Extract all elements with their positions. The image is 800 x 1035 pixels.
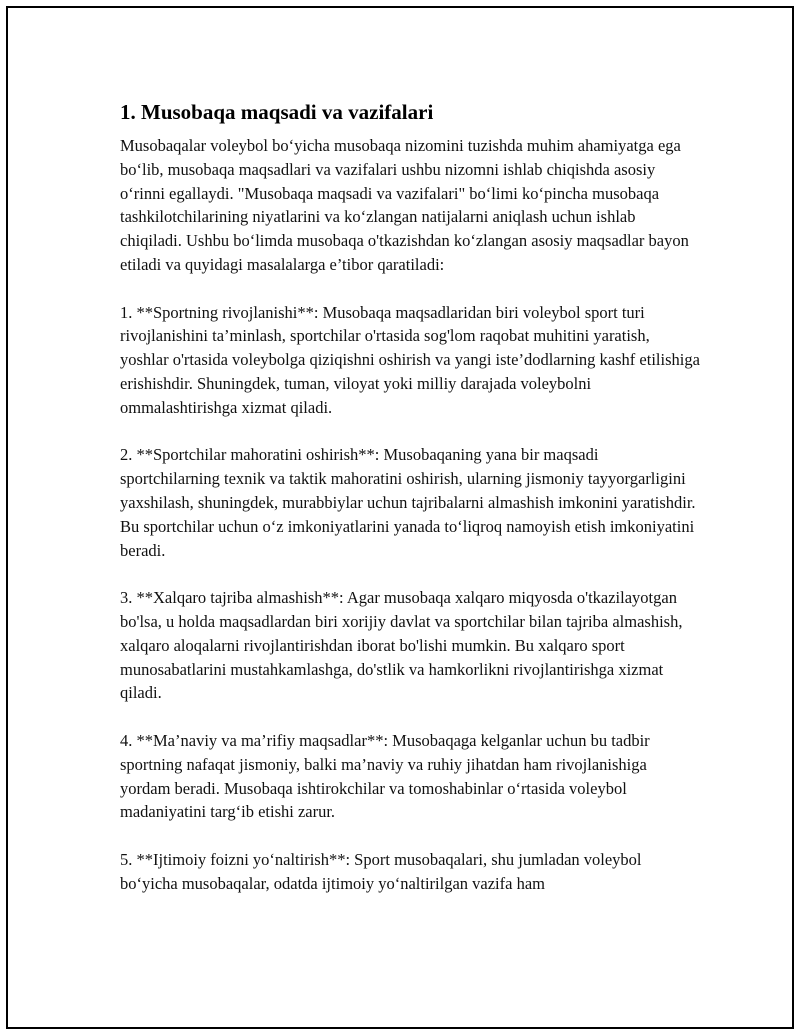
list-item-spiritual-goals: 4. **Ma’naviy va ma’rifiy maqsadlar**: Musobaqaga kelganlar uchun bu tadbir sportning nafaqat jismoniy, balki ma’naviy va ruhiy jihatdan ham rivojlanishiga yordam beradi. Musobaqa ishtirokchilar va tomoshabinlar o‘rtasida voleybol madaniyatini targ‘ib etishi zarur. (120, 730, 650, 822)
page-frame (6, 6, 794, 1029)
list-item-sport-development: 1. **Sportning rivojlanishi**: Musobaqa maqsadlaridan biri voleybol sport turi rivojlanishini ta’minlash, sportchilar o'rtasida sog'lom raqobat muhitini yaratish, yoshlar o'rtasida voleybolga qiziqishni oshirish va yangi iste’dodlarning kashf etilishiga erishishdir. Shuningdek, tuman, viloyat yoki milliy darajada voleybolni ommalashtirishga xizmat qiladi. (120, 302, 700, 417)
list-item-social-orientation: 5. **Ijtimoiy foizni yo‘naltirish**: Sport musobaqalari, shu jumladan voleybol bo‘yicha musobaqalar, odatda ijtimoiy yo‘naltirilgan vazifa ham (120, 849, 642, 893)
intro-paragraph: Musobaqalar voleybol bo‘yicha musobaqa nizomini tuzishda muhim ahamiyatga ega bo‘lib, musobaqa maqsadlari va vazifalari ushbu nizomni ishlab chiqishda asosiy o‘rinni egallaydi. "Musobaqa maqsadi va vazifalari" bo‘limi ko‘pincha musobaqa tashkilotchilarining niyatlarini va ko‘zlangan natijalarni aniqlash uchun ishlab chiqiladi. Ushbu bo‘limda musobaqa o'tkazishdan ko‘zlangan asosiy maqsadlar bayon etiladi va quyidagi masalalarga e’tibor qaratiladi: (120, 136, 689, 274)
list-item-international-exchange: 3. **Xalqaro tajriba almashish**: Agar musobaqa xalqaro miqyosda o'tkazilayotgan bo'lsa, u holda maqsadlardan biri xorijiy davlat va sportchilar bilan tajriba almashish, xalqaro aloqalarni rivojlantirishdan iborat bo'lishi mumkin. Bu xalqaro sport munosabatlarini mustahkamlashga, do'stlik va hamkorlikni rivojlantirishga xizmat qiladi. (120, 588, 683, 703)
section-heading: 1. Musobaqa maqsadi va vazifalari (120, 100, 434, 124)
list-item-athlete-skills: 2. **Sportchilar mahoratini oshirish**: Musobaqaning yana bir maqsadi sportchilarning texnik va taktik mahoratini oshirish, ularning jismoniy tayyorgarligini yaxshilash, shuningdek, murabbiylar uchun tajribalarni almashish imkonini yaratishdir. Bu sportchilar uchun o‘z imkoniyatlarini yanada to‘liqroq namoyish etish imkoniyatini beradi. (120, 445, 696, 560)
document-body (120, 98, 700, 896)
